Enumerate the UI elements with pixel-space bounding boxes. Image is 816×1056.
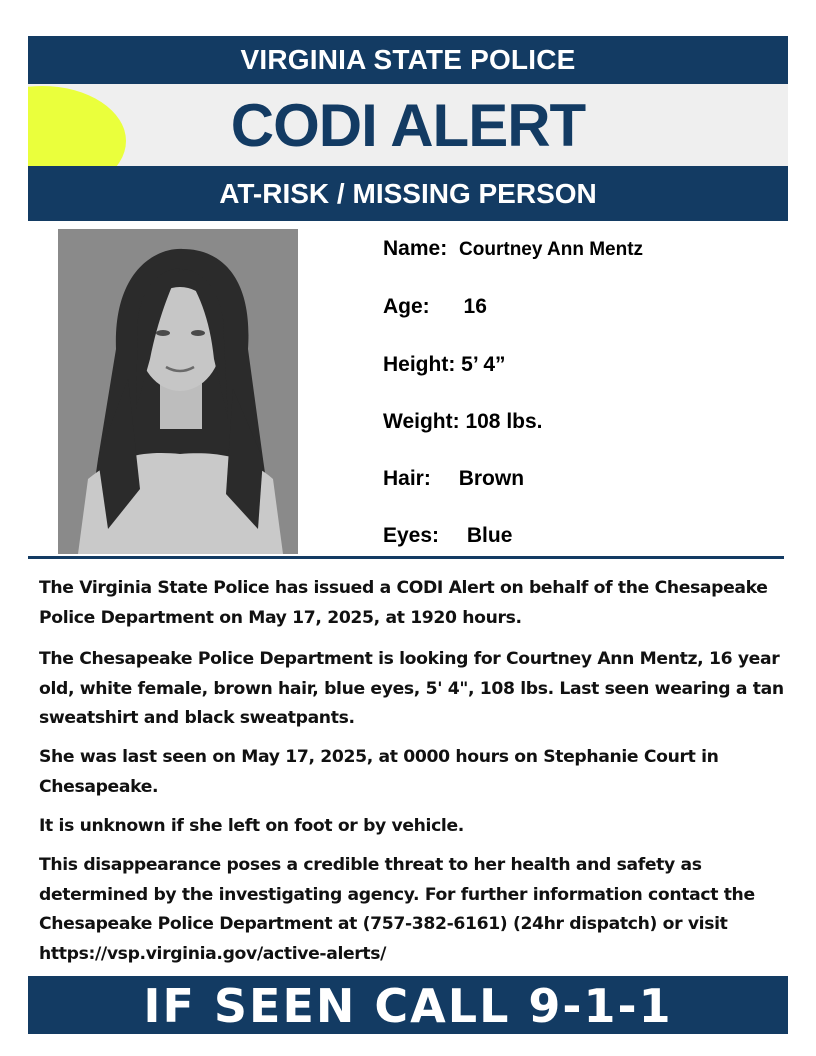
hair-value: Brown — [458, 467, 525, 490]
height-label: Height: — [383, 353, 456, 376]
section-divider — [28, 556, 784, 559]
eyes-label: Eyes: — [383, 524, 440, 547]
hair-label: Hair: — [383, 467, 431, 490]
age-label: Age: — [383, 295, 430, 318]
title-banner — [28, 84, 788, 166]
height-field — [383, 353, 506, 377]
paragraph-issued: The Virginia State Police has issued a CODI Alert on behalf of the Chesapeake Police Department on May 17, 2025, at 1920 hours. — [39, 578, 768, 628]
age-field — [383, 295, 487, 319]
name-value: Courtney Ann Mentz — [459, 239, 644, 260]
eyes-field — [383, 524, 512, 548]
alert-title: CODI ALERT — [230, 92, 586, 159]
missing-person-photo — [58, 229, 298, 554]
alert-type-banner: AT-RISK / MISSING PERSON — [28, 166, 788, 221]
weight-field — [383, 410, 543, 434]
agency-banner: VIRGINIA STATE POLICE — [28, 36, 788, 84]
name-label: Name: — [383, 237, 448, 260]
height-value: 5’ 4” — [461, 353, 506, 376]
paragraph-description: The Chesapeake Police Department is looking for Courtney Ann Mentz, 16 year old, white female, brown hair, blue eyes, 5' 4", 108 lbs. Last seen wearing a tan sweatshirt and black sweatpants. — [39, 649, 784, 728]
name-field — [383, 237, 643, 261]
paragraph-contact: This disappearance poses a credible threat to her health and safety as determined by the investigating agency. For further information contact the Chesapeake Police Department at (757-382-6161) (24hr dispatch) or visit https://vsp.virginia.gov/active-alerts/ — [39, 855, 755, 964]
weight-value: 108 lbs. — [465, 410, 543, 433]
age-value: 16 — [463, 295, 487, 318]
eyes-value: Blue — [466, 524, 513, 547]
paragraph-unknown: It is unknown if she left on foot or by vehicle. — [39, 816, 464, 836]
call-911-banner: IF SEEN CALL 9-1-1 — [28, 976, 788, 1034]
weight-label: Weight: — [383, 410, 460, 433]
portrait-icon — [58, 229, 298, 554]
hair-field — [383, 467, 524, 491]
paragraph-last-seen: She was last seen on May 17, 2025, at 0000 hours on Stephanie Court in Chesapeake. — [39, 747, 719, 797]
